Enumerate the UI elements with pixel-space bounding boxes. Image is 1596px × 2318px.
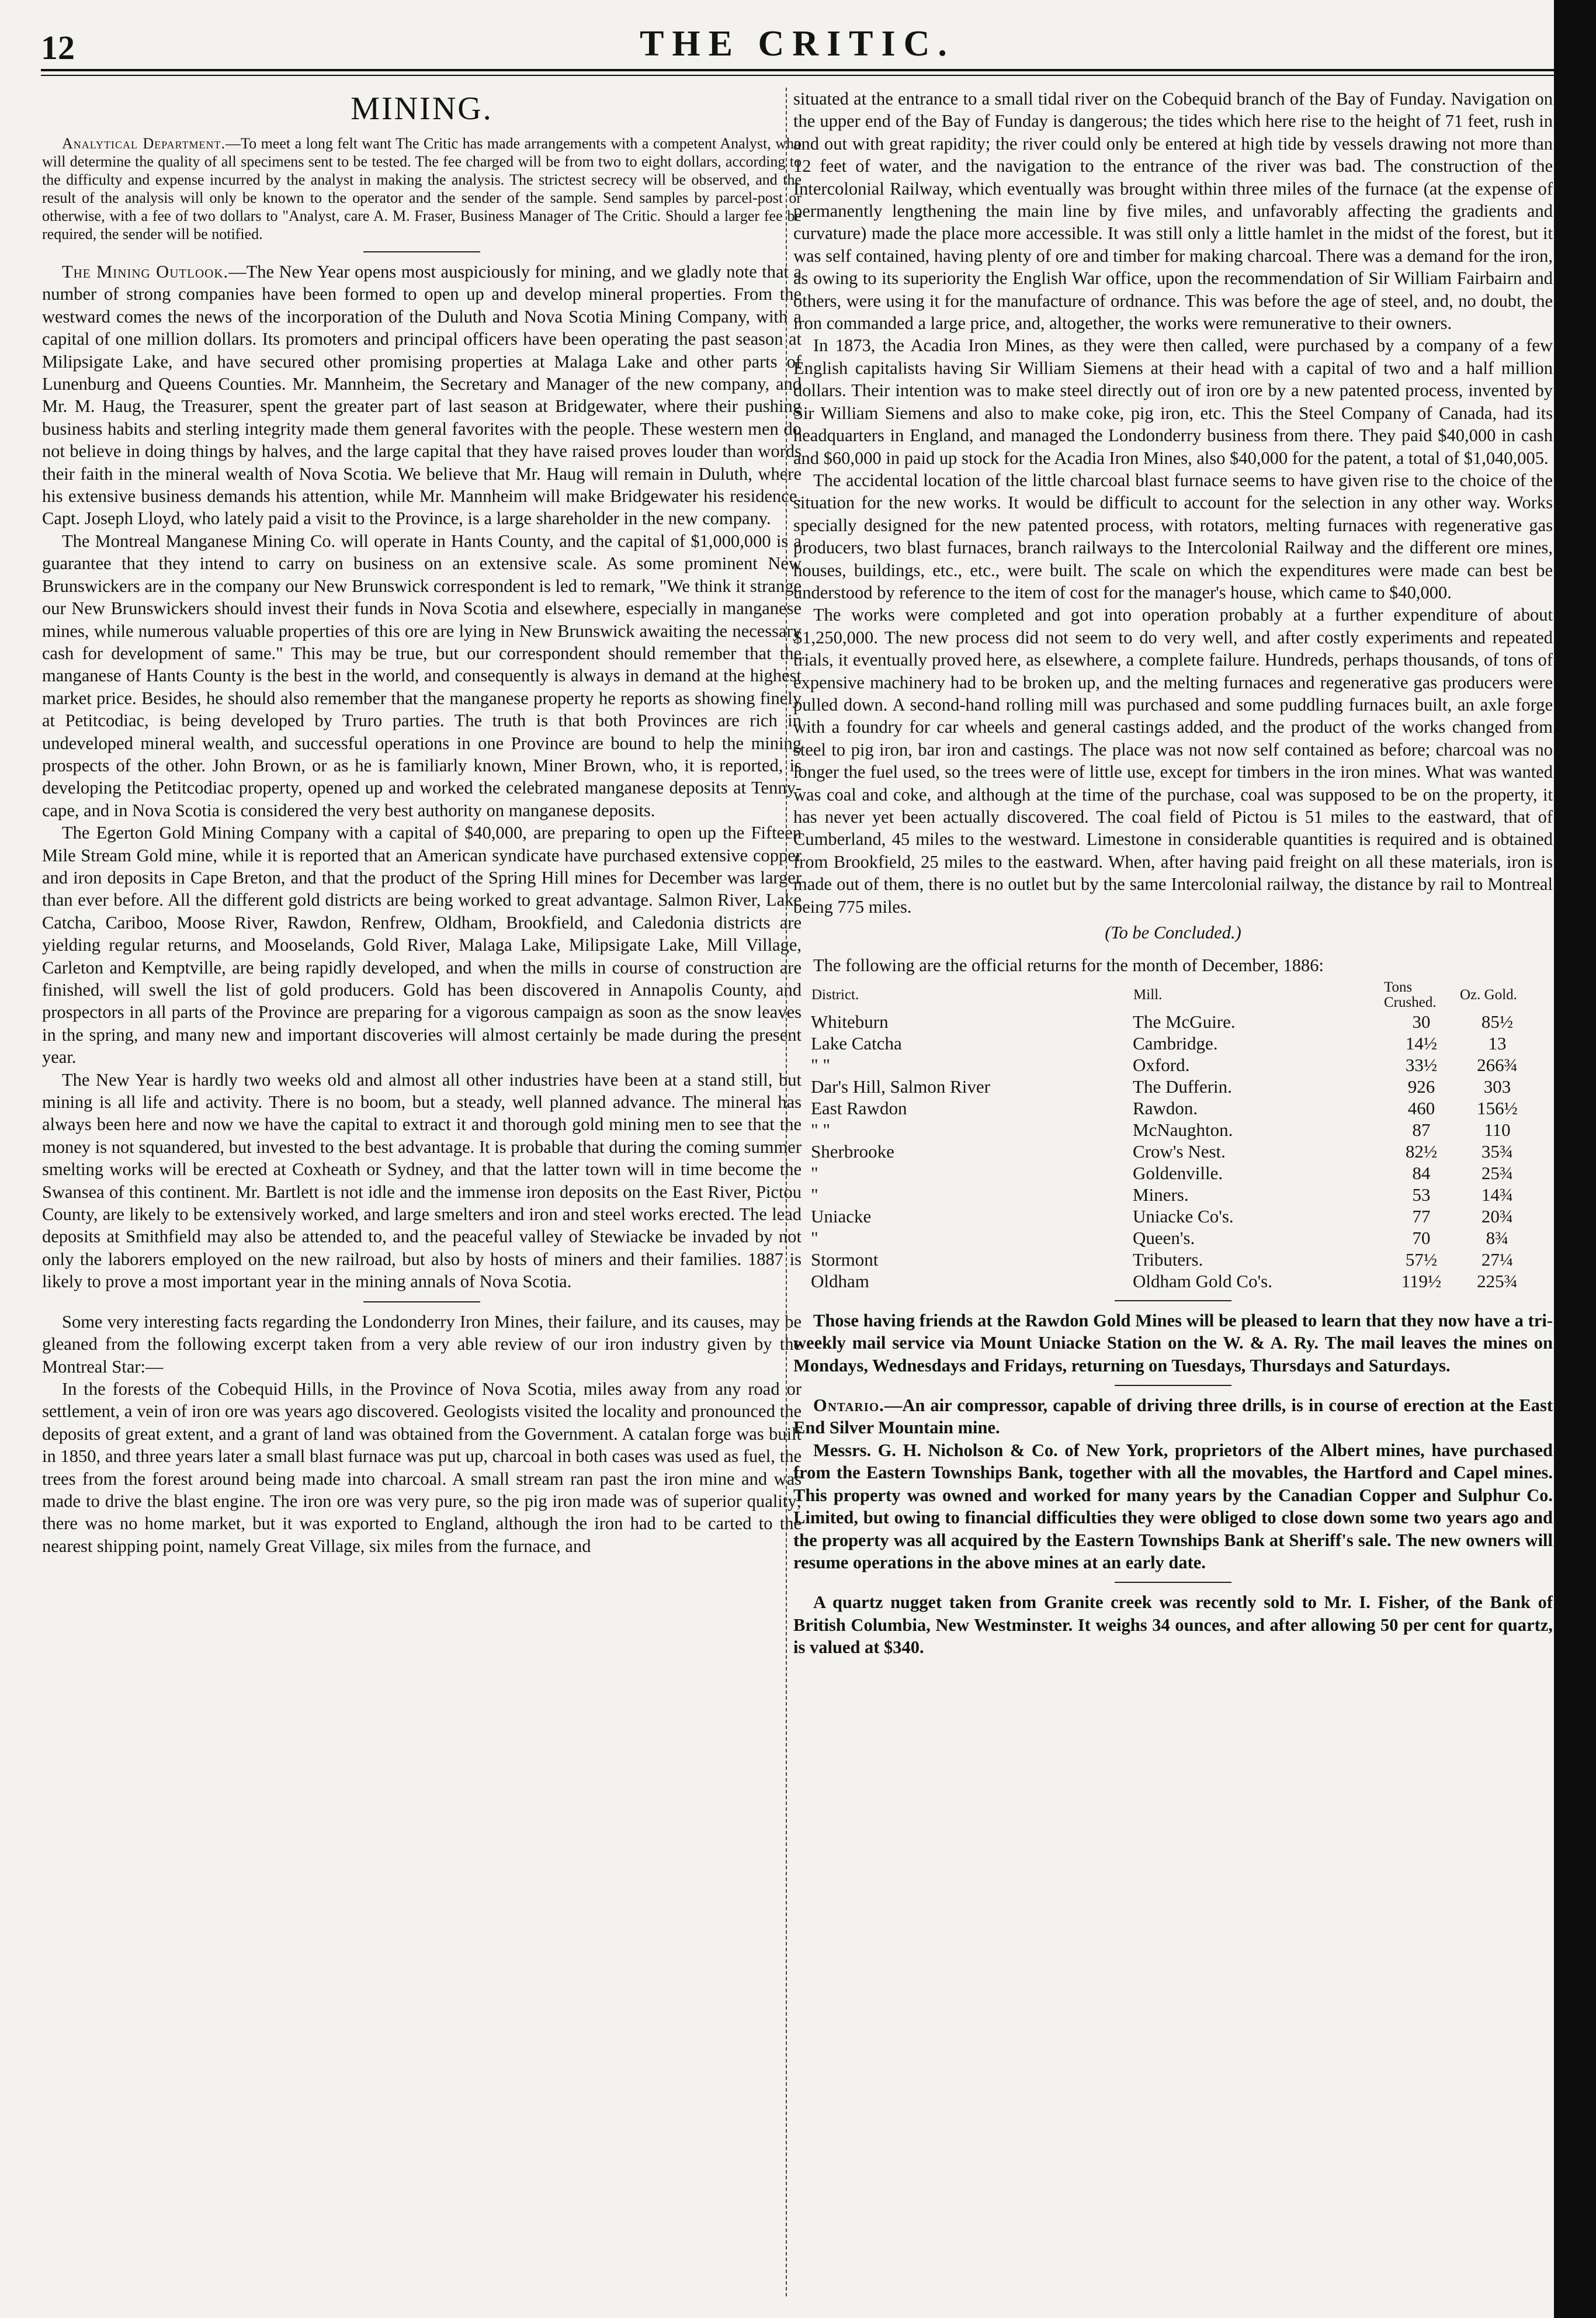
returns-mill: Rawdon. — [1133, 1097, 1198, 1118]
returns-tons: 53 — [1412, 1184, 1431, 1205]
outlook-paragraph-2: The Montreal Manganese Mining Co. will operate in Hants County, and the capital of $1,000,000 is a guarantee that they intend to carry on business on an extensive scale. As some prominent New Brunswickers are in the company our New Brunswick correspondent is led to remark, "We think it strange our New Brunswickers should invest their funds in Nova Scotia and elsewhere, especially in manganese mines, while numerous valuable properties of this ore are lying in New Brunswick awaiting the necessary cash for development of same." This may be true, but our correspondent should remember that the manganese of Hants County is the best in the world, and consequently is always in demand at the highest market price. Besides, he should also remember that the manganese property he reports as showing finely at Petitcodiac, is being developed by Truro parties. The truth is that both Provinces are rich in undeveloped mineral wealth, and successful operations in one Province are bound to help the mining prospects of the other. John Brown, or as he is familiarly known, Miner Brown, who, it is reported, is developing the Petitcodiac property, opened up and worked the celebrated manganese deposits at Tenny-cape, and in Nova Scotia is considered the very best authority on manganese deposits. — [42, 531, 802, 820]
returns-header-row — [811, 979, 1535, 1011]
table-row — [811, 1270, 1535, 1292]
returns-tons: 70 — [1412, 1227, 1431, 1248]
returns-oz: 20¾ — [1481, 1205, 1514, 1226]
returns-district: Uniacke — [811, 1205, 872, 1226]
outlook-text: —The New Year opens most auspiciously for mining, and we gladly note that a number of strong companies have been formed to open up and develop mineral properties. From the westward comes the news of the incorporation of the Duluth and Nova Scotia Mining Company, with a capital of one million dollars. Its promoters and principal officers have been operating the past season at Milipsigate Lake, and have secured other promising properties at Malaga Lake and other parts of Lunenburg and Queens Counties. Mr. Mannheim, the Secretary and Manager of the new company, and Mr. M. Haug, the Treasurer, spent the greater part of last season at Bridgewater, where their pushing business habits and sterling integrity made them general favorites with the people. These western men do not believe in doing things by halves, and the large capital that they have raised proves louder than words their faith in the mineral wealth of Nova Scotia. We believe that Mr. Haug will remain in Duluth, where his extensive business demands his attention, while Mr. Mannheim will make Bridgewater his residence. Capt. Joseph Lloyd, who lately paid a visit to the Province, is a large shareholder in the new company. — [42, 262, 802, 529]
left-column — [42, 88, 802, 2296]
returns-tons: 77 — [1412, 1205, 1431, 1226]
page-number: 12 — [41, 29, 75, 67]
returns-tons: 87 — [1412, 1119, 1431, 1140]
returns-district: " — [811, 1162, 818, 1183]
outlook-lead: The Mining Outlook. — [62, 262, 229, 282]
returns-table — [811, 979, 1535, 1292]
returns-mill: Miners. — [1133, 1184, 1189, 1205]
binding-edge — [1554, 0, 1596, 2318]
separator-rule — [1115, 1300, 1231, 1301]
returns-district: " — [811, 1184, 818, 1205]
returns-district: Sherbrooke — [811, 1141, 894, 1162]
returns-district: " " — [811, 1119, 831, 1140]
nicholson-paragraph: Messrs. G. H. Nicholson & Co. of New York, proprietors of the Albert mines, have purchased from the Eastern Townships Bank, together with all the movables, the Hartford and Capel mines. This property was owned and worked for many years by the Canadian Copper and Sulphur Co. Limited, but owing to financial difficulties they were obliged to close down some two years ago and the property was all acquired by the Eastern Townships Bank at Sheriff's sale. The new owners will resume operations in the above mines at an early date. — [793, 1440, 1553, 1572]
acadia-paragraph: In 1873, the Acadia Iron Mines, as they were then called, were purchased by a company of a few English capitalists having Sir William Siemens at their head with a capital of two and a half million dollars. Their intention was to make steel directly out of iron ore by a new patented process, invented by Sir William Siemens and also to make coke, pig iron, etc. This the Steel Company of Canada, had its headquarters in England, and managed the Londonderry business from there. They paid $40,000 in cash and $60,000 in paid up stock for the Acadia Iron Mines, also $40,000 for the patent, a total of $1,040,005. — [793, 335, 1553, 468]
ontario-lead: Ontario. — [813, 1395, 884, 1416]
table-row — [811, 1054, 1535, 1076]
returns-tons: 33½ — [1405, 1054, 1438, 1075]
returns-tons: 119½ — [1401, 1270, 1442, 1291]
returns-mill: McNaughton. — [1133, 1119, 1233, 1140]
ontario-text: —An air compressor, capable of driving three drills, is in course of erection at the East End Silver Mountain mine. — [793, 1395, 1553, 1438]
ontario-paragraph — [793, 1394, 1553, 1439]
returns-district: Stormont — [811, 1249, 879, 1270]
returns-tons: 30 — [1412, 1011, 1431, 1032]
returns-oz: 13 — [1488, 1032, 1507, 1054]
returns-district: Lake Catcha — [811, 1032, 902, 1054]
section-heading: MINING. — [351, 91, 493, 127]
masthead-rule-thin — [41, 75, 1554, 76]
table-row — [811, 1184, 1535, 1205]
header-oz: Oz. Gold. — [1460, 986, 1517, 1003]
londonderry-continued: situated at the entrance to a small tidal river on the Cobequid branch of the Bay of Funday. Navigation on the upper end of the Bay of Funday is dangerous; the tides which here rise to the height of 71 feet, rush in and out with great rapidity; the river could only be entered at high tide by vessels drawing not more than 12 feet of water, and the navigation to the entrance of the river was bad. The construction of the Intercolonial Railway, which eventually was brought within three miles of the furnace (at the expense of permanently lengthening the main line by five miles, and unfavorably affecting the gradients and curvature) made the place more accessible. It was still only a little hamlet in the midst of the forest, but it was self contained, having plenty of ore and timber for making charcoal. There was a demand for the iron, as owing to its superiority the English War office, upon the recommendation of Sir William Fairbairn and others, were using it for the manufacture of ordnance. This was before the age of steel, and, no doubt, the iron commanded a large price, and, altogether, the works were remunerative to their owners. — [793, 89, 1553, 334]
analytical-text: —To meet a long felt want The Critic has made arrangements with a competent Analyst, who will determine the quality of all specimens sent to be tested. The fee charged will be from two to eight dollars, according to the difficulty and expense incurred by the analyst in making the analysis. The strictest secrecy will be observed, and the result of the analysis will only be known to the operator and the sender of the sample. Send samples by parcel-post or otherwise, with a fee of two dollars to "Analyst, care A. M. Fraser, Business Manager of The Critic. Should a larger fee be required, the sender will be notified. — [42, 135, 802, 242]
rawdon-paragraph: Those having friends at the Rawdon Gold Mines will be pleased to learn that they now have a tri-weekly mail service via Mount Uniacke Station on the W. & A. Ry. The mail leaves the mines on Mondays, Wednesdays and Fridays, returning on Tuesdays, Thursdays and Saturdays. — [793, 1310, 1553, 1375]
returns-mill: The McGuire. — [1133, 1011, 1236, 1032]
table-row — [811, 1141, 1535, 1162]
table-row — [811, 1227, 1535, 1249]
returns-oz: 8¾ — [1486, 1227, 1509, 1248]
table-row — [811, 1249, 1535, 1270]
table-row — [811, 1076, 1535, 1097]
returns-oz: 85½ — [1481, 1011, 1514, 1032]
separator-rule — [1115, 1582, 1231, 1583]
returns-mill: Crow's Nest. — [1133, 1141, 1226, 1162]
masthead-rule — [41, 69, 1554, 71]
returns-oz: 110 — [1484, 1119, 1511, 1140]
outlook-paragraph-3: The Egerton Gold Mining Company with a capital of $40,000, are preparing to open up the Fifteen Mile Stream Gold mine, while it is reported that an American syndicate have purchased extensive copper and iron deposits in Cape Breton, and that the product of the Spring Hill mines for December was larger than ever before. All the different gold districts are being worked to great advantage. Salmon River, Lake Catcha, Cariboo, Moose River, Rawdon, Renfrew, Oldham, Brookfield, and Caledonia districts are yielding regular returns, and Mooselands, Gold River, Malaga Lake, Milipsigate Lake, Mill Village, Carleton and Kemptville, are being rapidly developed, and when the mills in course of construction are finished, will swell the list of gold producers. Gold has been discovered in Annapolis County, and prospectors in all parts of the Province are preparing for a vigorous campaign as soon as the snow leaves in the spring, and many new and important discoveries will almost certainly be made during the present year. — [42, 823, 802, 1068]
returns-tons: 926 — [1407, 1076, 1435, 1097]
returns-district: " " — [811, 1054, 831, 1075]
returns-oz: 266¾ — [1477, 1054, 1518, 1075]
table-row — [811, 1205, 1535, 1227]
returns-oz: 156½ — [1477, 1097, 1518, 1118]
returns-mill: Uniacke Co's. — [1133, 1205, 1234, 1226]
returns-tons: 14½ — [1405, 1032, 1438, 1054]
outlook-paragraph-4: The New Year is hardly two weeks old and almost all other industries have been at a stand still, but mining is all life and activity. There is no boom, but a steady, well planned advance. The mineral has always been here and now we have the capital to extract it and thorough gold mining men to see that the money is not squandered, but invested to the best advantage. It is probable that during the coming summer smelting works will be erected at Coxheath or Sydney, and that the latter town will in time become the Swansea of this continent. Mr. Bartlett is not idle and the immense iron deposits on the East River, Pictou County, are likely to be extensively worked, and large smelters and iron and steel works erected. The lead deposits at Smithfield may also be attended to, and the peaceful valley of Stewiacke be invaded by not only the laborers employed on the new railroad, but also by hosts of miners and their families. 1887 is likely to prove a most important year in the mining annals of Nova Scotia. — [42, 1069, 802, 1292]
returns-tons: 57½ — [1405, 1249, 1438, 1270]
right-column — [793, 88, 1553, 2296]
column-divider — [786, 88, 787, 2296]
returns-oz: 225¾ — [1477, 1270, 1518, 1291]
returns-mill: Tributers. — [1133, 1249, 1203, 1270]
returns-district: Dar's Hill, Salmon River — [811, 1076, 990, 1097]
returns-mill: Oxford. — [1133, 1054, 1190, 1075]
returns-oz: 35¾ — [1481, 1141, 1514, 1162]
header-mill: Mill. — [1133, 986, 1163, 1003]
separator-rule — [1115, 1385, 1231, 1386]
table-row — [811, 1162, 1535, 1184]
table-row — [811, 1097, 1535, 1119]
returns-district: East Rawdon — [811, 1097, 907, 1118]
returns-district: Whiteburn — [811, 1011, 889, 1032]
nugget-paragraph: A quartz nugget taken from Granite creek was recently sold to Mr. I. Fisher, of the Bank of British Columbia, New Westminster. It weighs 34 ounces, and after allowing 50 per cent for quartz, is valued at $340. — [793, 1592, 1553, 1658]
returns-tons: 84 — [1412, 1162, 1431, 1183]
header-district: District. — [811, 986, 859, 1003]
returns-district: Oldham — [811, 1270, 869, 1291]
returns-mill: Queen's. — [1133, 1227, 1195, 1248]
returns-mill: Goldenville. — [1133, 1162, 1223, 1183]
returns-oz: 27¼ — [1481, 1249, 1514, 1270]
returns-body — [811, 1011, 1535, 1292]
separator-rule — [363, 1301, 480, 1302]
masthead-title: THE CRITIC. — [640, 24, 955, 64]
to-be-concluded: (To be Concluded.) — [1105, 923, 1241, 943]
analytical-lead: Analytical Department. — [62, 135, 225, 152]
returns-tons: 460 — [1407, 1097, 1435, 1118]
separator-rule — [363, 251, 480, 252]
outlook-paragraph — [42, 261, 802, 530]
furnace-paragraph: The accidental location of the little charcoal blast furnace seems to have given rise to the choice of the situation for the new works. It would be difficult to account for the selection in any other way. Works specially designed for the new patented process, with rotators, melting furnaces with regenerative gas producers, two blast furnaces, branch railways to the Intercolonial Railway and the different ore mines, houses, buildings, etc., etc., were built. The scale on which the expenditures were made can best be understood by reference to the item of cost for the manager's house, which came to $40,000. — [793, 470, 1553, 602]
returns-tons: 82½ — [1405, 1141, 1438, 1162]
londonderry-paragraph: In the forests of the Cobequid Hills, in the Province of Nova Scotia, miles away from any road or settlement, a vein of iron ore was years ago discovered. Geologists visited the locality and pronounced the deposits of great extent, and a grant of land was obtained from the Government. A catalan forge was built in 1850, and three years later a small blast furnace was put up, charcoal in both cases was used as fuel, the trees from the forest around being made into charcoal. A small stream ran past the iron mine and was made to drive the blast engine. The iron ore was very pure, so the pig iron made was of superior quality; there was no home market, but it was exported to England, although the iron had to be carted to the nearest shipping point, namely Great Village, six miles from the furnace, and — [42, 1378, 802, 1556]
table-row — [811, 1011, 1535, 1032]
header-tons: Tons Crushed. — [1384, 979, 1437, 1010]
table-row — [811, 1032, 1535, 1054]
returns-mill: Cambridge. — [1133, 1032, 1218, 1054]
returns-intro: The following are the official returns for the month of December, 1886: — [813, 955, 1324, 976]
returns-oz: 303 — [1483, 1076, 1511, 1097]
works-paragraph: The works were completed and got into operation probably at a further expenditure of about $1,250,000. The new process did not seem to do very well, and after costly experiments and repeated trials, it eventually proved here, as elsewhere, a complete failure. Hundreds, perhaps thousands, of tons of expensive machinery had to be broken up, and the melting furnaces and regenerative gas producers were pulled down. A second-hand rolling mill was purchased and some puddling furnaces built, an axle forge with a foundry for car wheels and general castings added, and the product of the works changed from steel to pig iron, bar iron and castings. The place was not now self contained as before; charcoal was no longer the fuel used, so the trees were of little use, except for timbers in the iron mines. What was wanted was coal and coke, and although at the time of the purchase, coal was supposed to be on the property, it has never yet been actually discovered. The coal field of Pictou is 51 miles to the eastward, that of Cumberland, 45 miles to the westward. Limestone in considerable quantities is required and is obtained from Brookfield, 25 miles to the eastward. When, after having paid freight on all these materials, iron is made out of them, there is no outlet but by the same Intercolonial railway, the distance by rail to Montreal being 775 miles. — [793, 605, 1553, 917]
masthead — [41, 23, 1554, 67]
analytical-paragraph — [42, 134, 802, 243]
table-row — [811, 1119, 1535, 1141]
londonderry-intro: Some very interesting facts regarding the Londonderry Iron Mines, their failure, and its causes, may be gleaned from the following excerpt taken from a very able review of our iron industry given by the Montreal Star:— — [42, 1311, 802, 1377]
returns-district: " — [811, 1227, 818, 1248]
returns-mill: The Dufferin. — [1133, 1076, 1232, 1097]
returns-mill: Oldham Gold Co's. — [1133, 1270, 1272, 1291]
returns-oz: 25¾ — [1481, 1162, 1514, 1183]
returns-oz: 14¾ — [1481, 1184, 1514, 1205]
